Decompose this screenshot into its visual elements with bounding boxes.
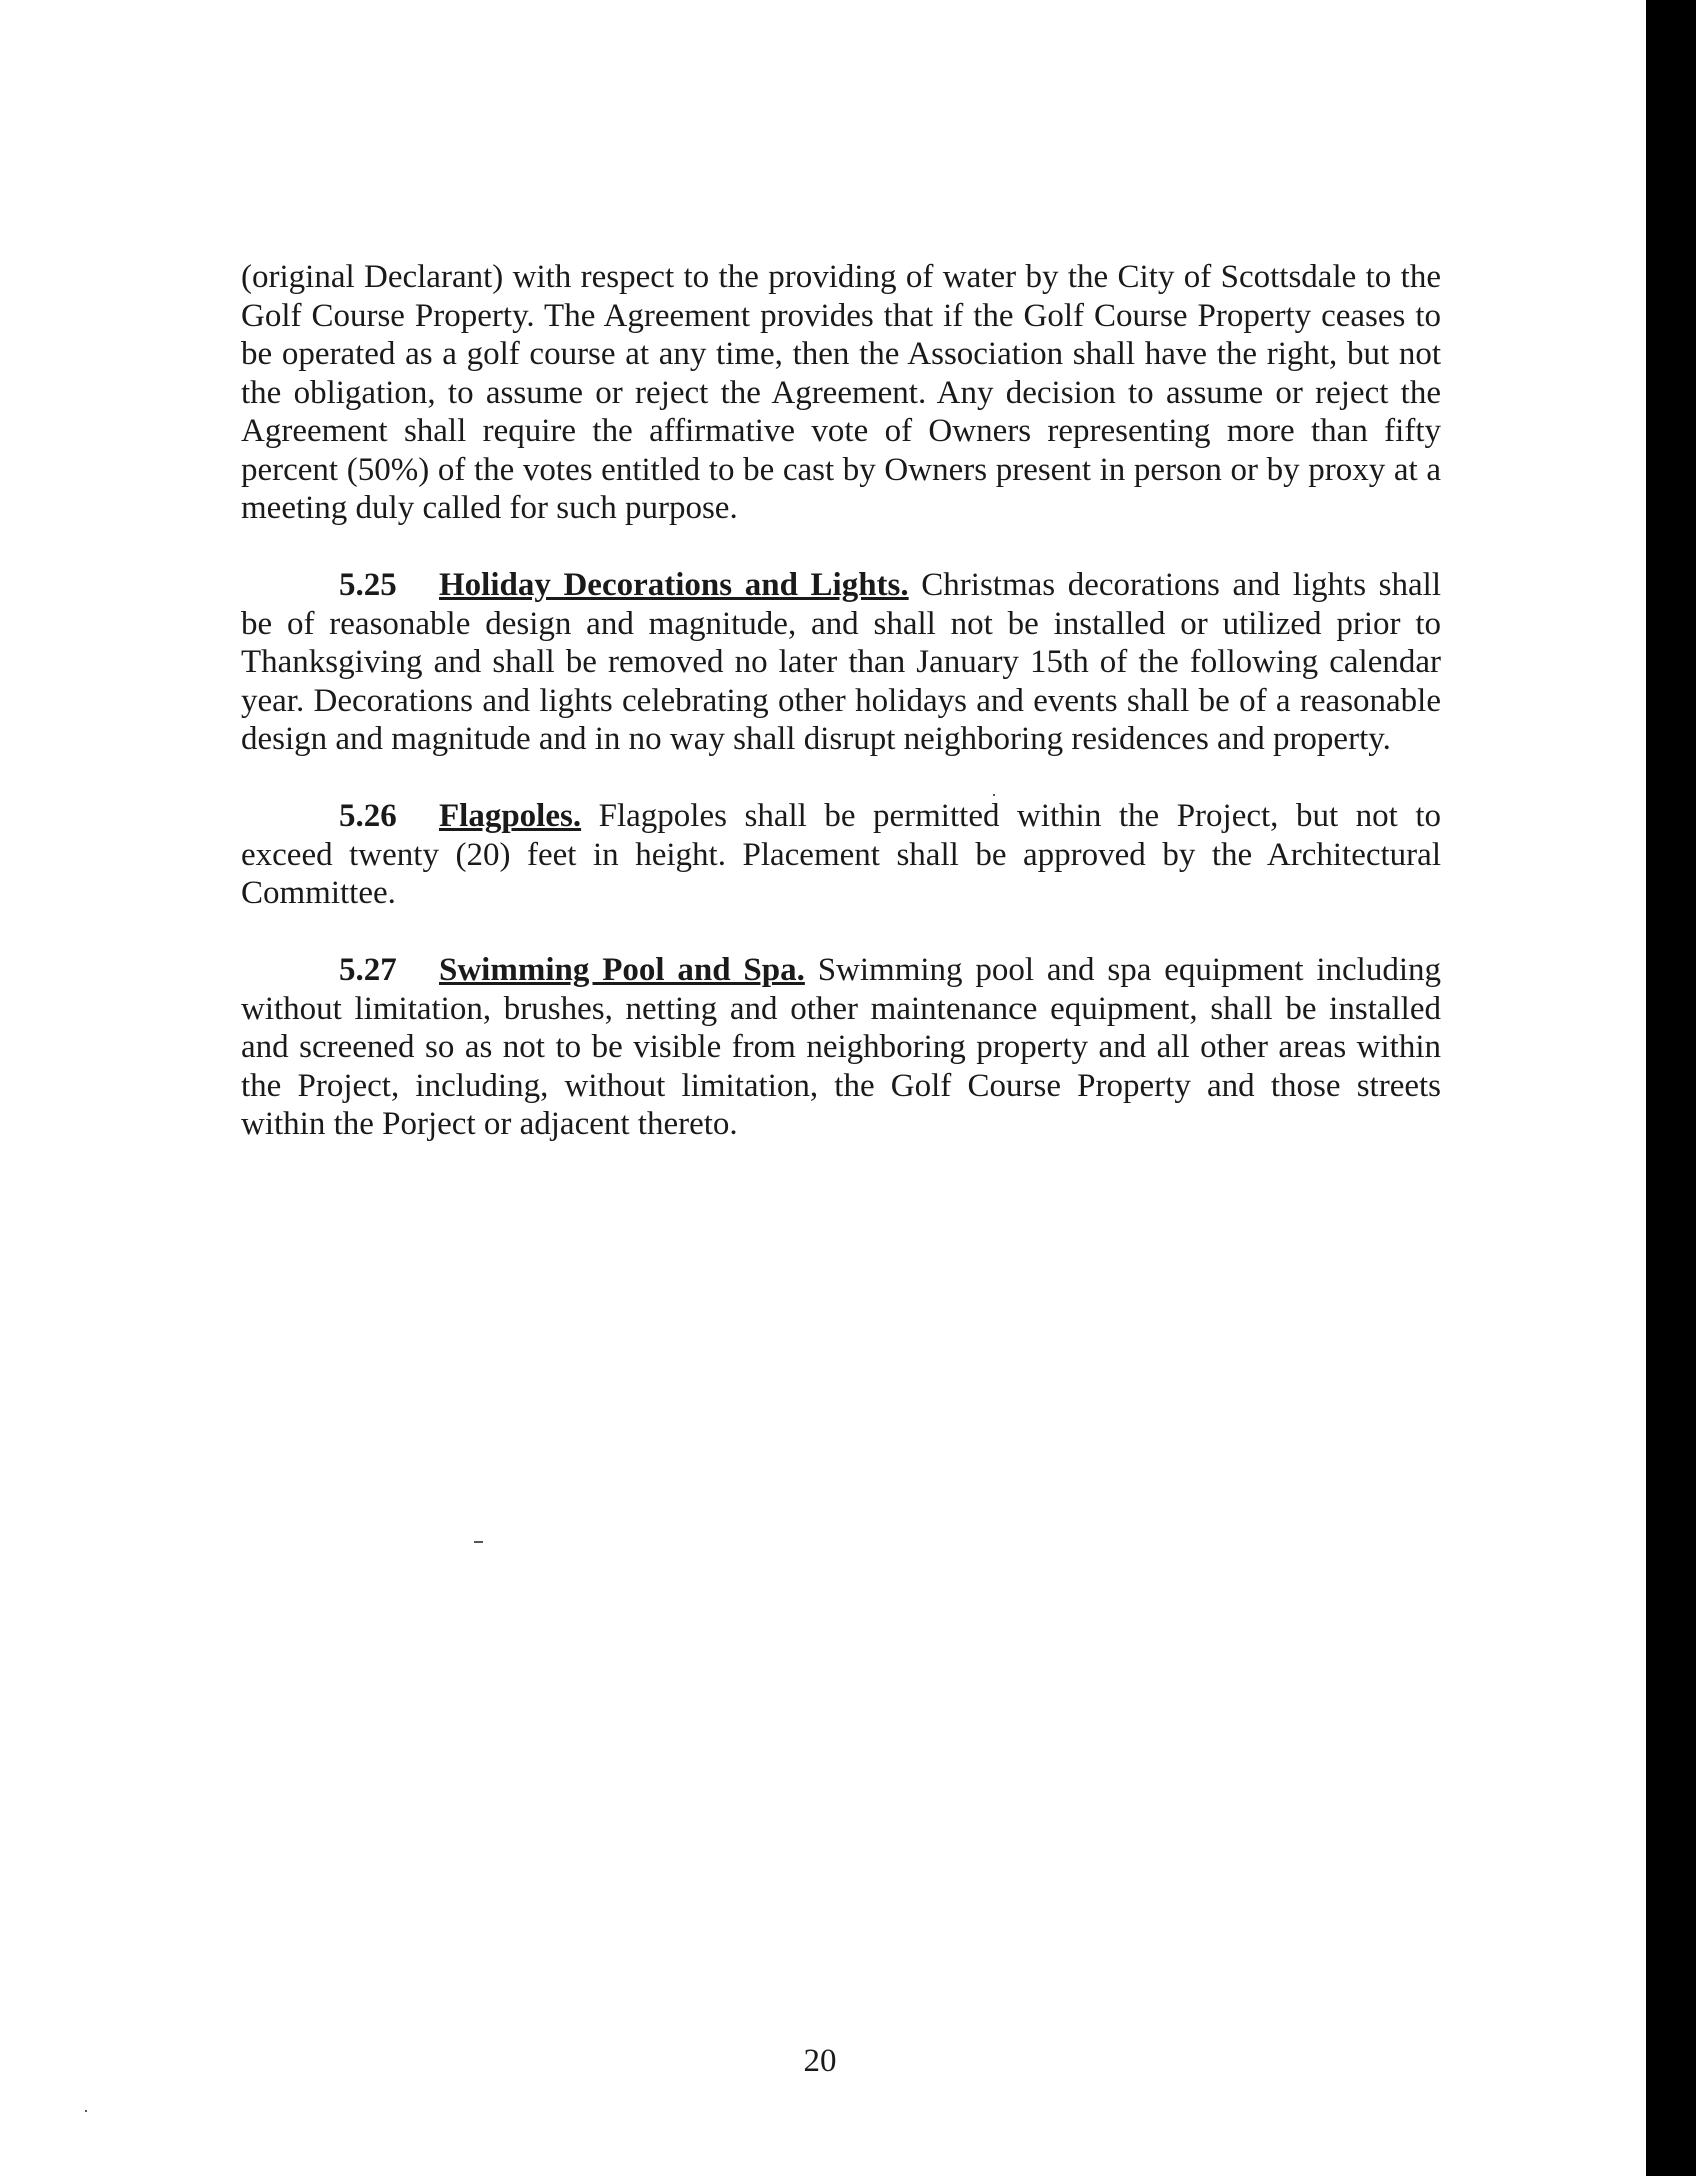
section-5-25 xyxy=(241,566,1441,759)
section-5-26 xyxy=(241,797,1441,913)
section-5-27 xyxy=(241,951,1441,1144)
scan-speck xyxy=(85,2110,87,2112)
section-body: Christmas decorations and lights shall be of reasonable design and magnitude, and shall not be installed or utilized prior to Thanksgiving and shall be removed no later than January 15th of the following calendar year. Decorations and lights celebrating other holidays and events shall be of a reasonable design and magnitude and in no way shall disrupt neighboring residences and property. xyxy=(241,567,1442,757)
page-number: 20 xyxy=(803,2043,837,2079)
scan-speck xyxy=(474,1541,483,1543)
page-body xyxy=(241,258,1441,1182)
section-number: 5.25 xyxy=(339,567,397,603)
section-body: Flagpoles shall be permitted within the Project, but not to exceed twenty (20) feet in height. Placement shall be approved by the Architectural Committee. xyxy=(241,798,1442,911)
section-number: 5.26 xyxy=(339,798,397,834)
section-title: Holiday Decorations and Lights. xyxy=(439,567,909,603)
section-body: Swimming pool and spa equipment including without limitation, brushes, netting and other maintenance equipment, shall be installed and screened so as not to be visible from neighboring property and all other areas within the Project, including, without limitation, the Golf Course Property and those streets within the Porject or adjacent thereto. xyxy=(241,952,1442,1142)
scan-speck xyxy=(993,794,995,796)
scan-border xyxy=(1646,0,1696,2176)
section-number: 5.27 xyxy=(339,952,397,988)
section-title: Flagpoles. xyxy=(439,798,582,834)
intro-paragraph: (original Declarant) with respect to the providing of water by the City of Scottsdale to the Golf Course Property. The Agreement provides that if the Golf Course Property ceases to be operated as a golf course at any time, then the Association shall have the right, but not the obligation, to assume or reject the Agreement. Any decision to assume or reject the Agreement shall require the affirmative vote of Owners representing more than fifty percent (50%) of the votes entitled to be cast by Owners present in person or by proxy at a meeting duly called for such purpose. xyxy=(241,259,1441,526)
section-title: Swimming Pool and Spa. xyxy=(439,952,805,988)
